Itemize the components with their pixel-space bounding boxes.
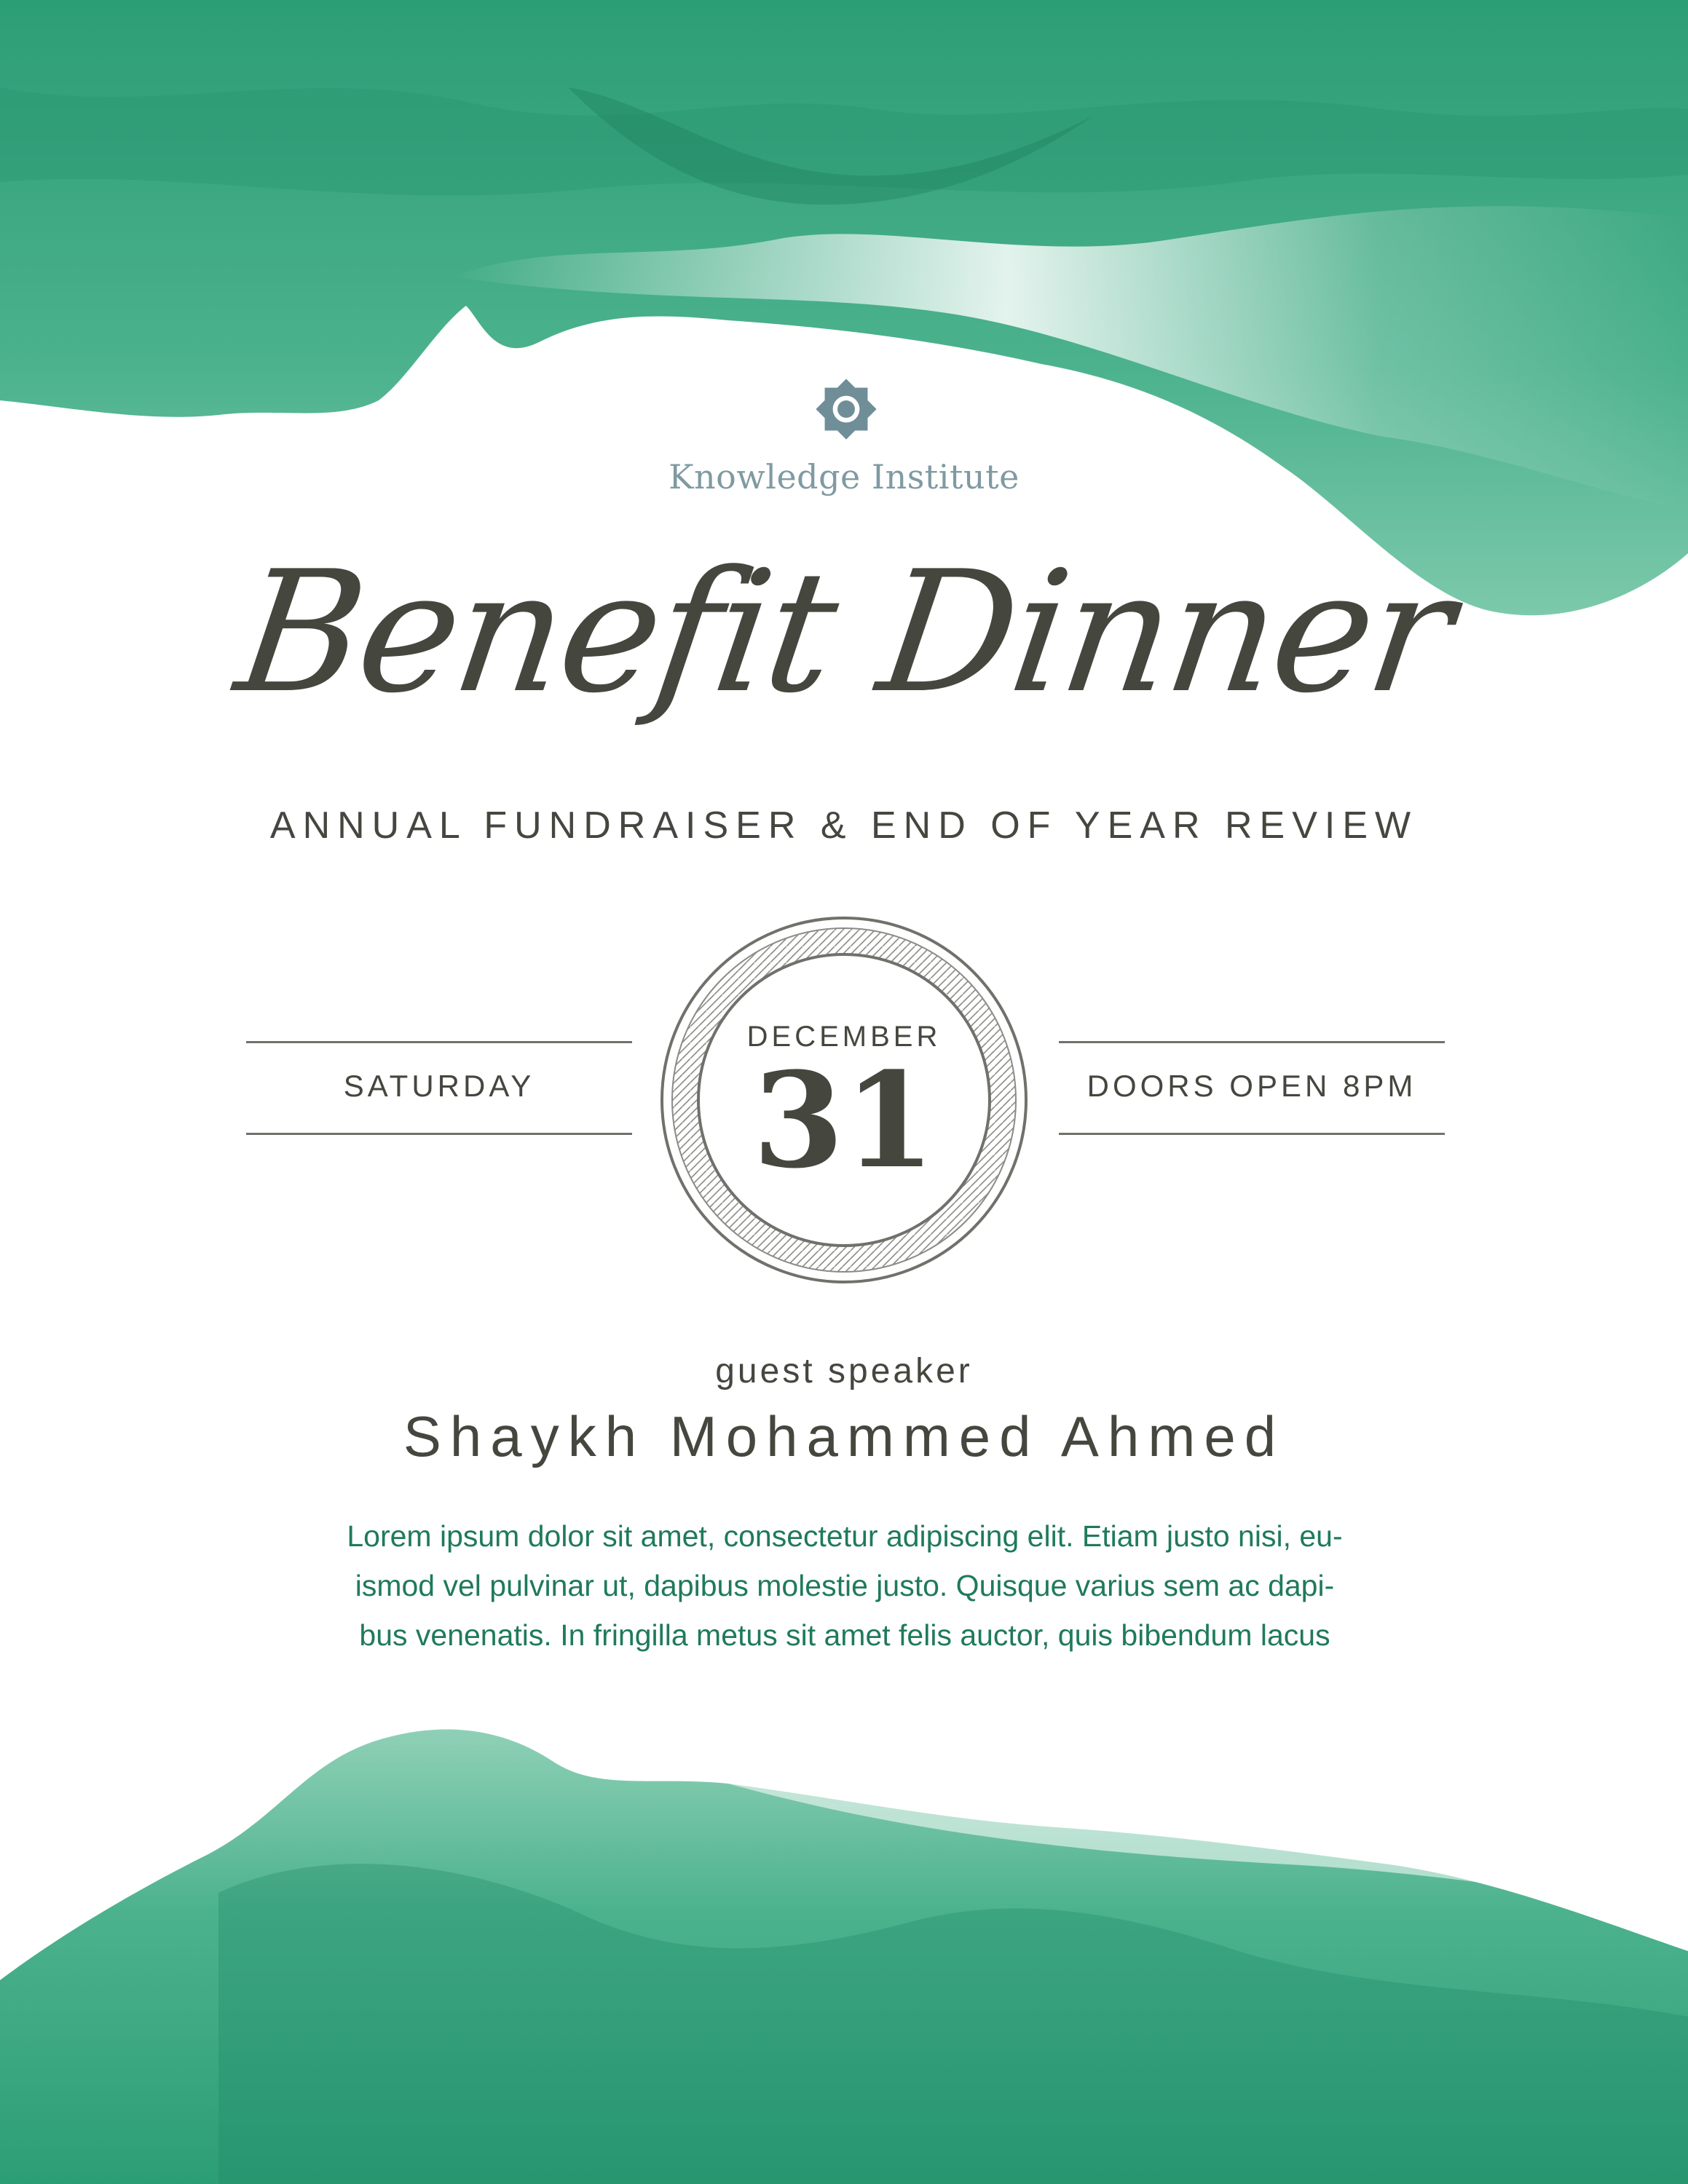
event-day: 31 (752, 1044, 936, 1198)
organization-name: Knowledge Institute (669, 457, 1019, 496)
eight-point-star-icon (813, 376, 880, 443)
description-line: Lorem ipsum dolor sit amet, consectetur adipiscing elit. Etiam justo nisi, eu- (347, 1519, 1343, 1553)
event-month: DECEMBER (746, 1021, 942, 1053)
bottom-watercolor-decoration (0, 1674, 1688, 2184)
description-line: ismod vel pulvinar ut, dapibus molestie justo. Quisque varius sem ac dapi- (355, 1569, 1335, 1602)
event-weekday: SATURDAY (343, 1069, 535, 1103)
event-description (295, 1511, 1395, 1660)
event-title: Benefit Dinner (226, 536, 1462, 730)
event-subtitle: ANNUAL FUNDRAISER & END OF YEAR REVIEW (269, 804, 1419, 847)
doors-open-time: DOORS OPEN 8PM (1086, 1069, 1417, 1103)
speaker-label: guest speaker (715, 1352, 973, 1390)
description-line: bus venenatis. In fringilla metus sit amet felis auctor, quis bibendum lacus (359, 1618, 1330, 1652)
speaker-name: Shaykh Mohammed Ahmed (403, 1404, 1285, 1468)
